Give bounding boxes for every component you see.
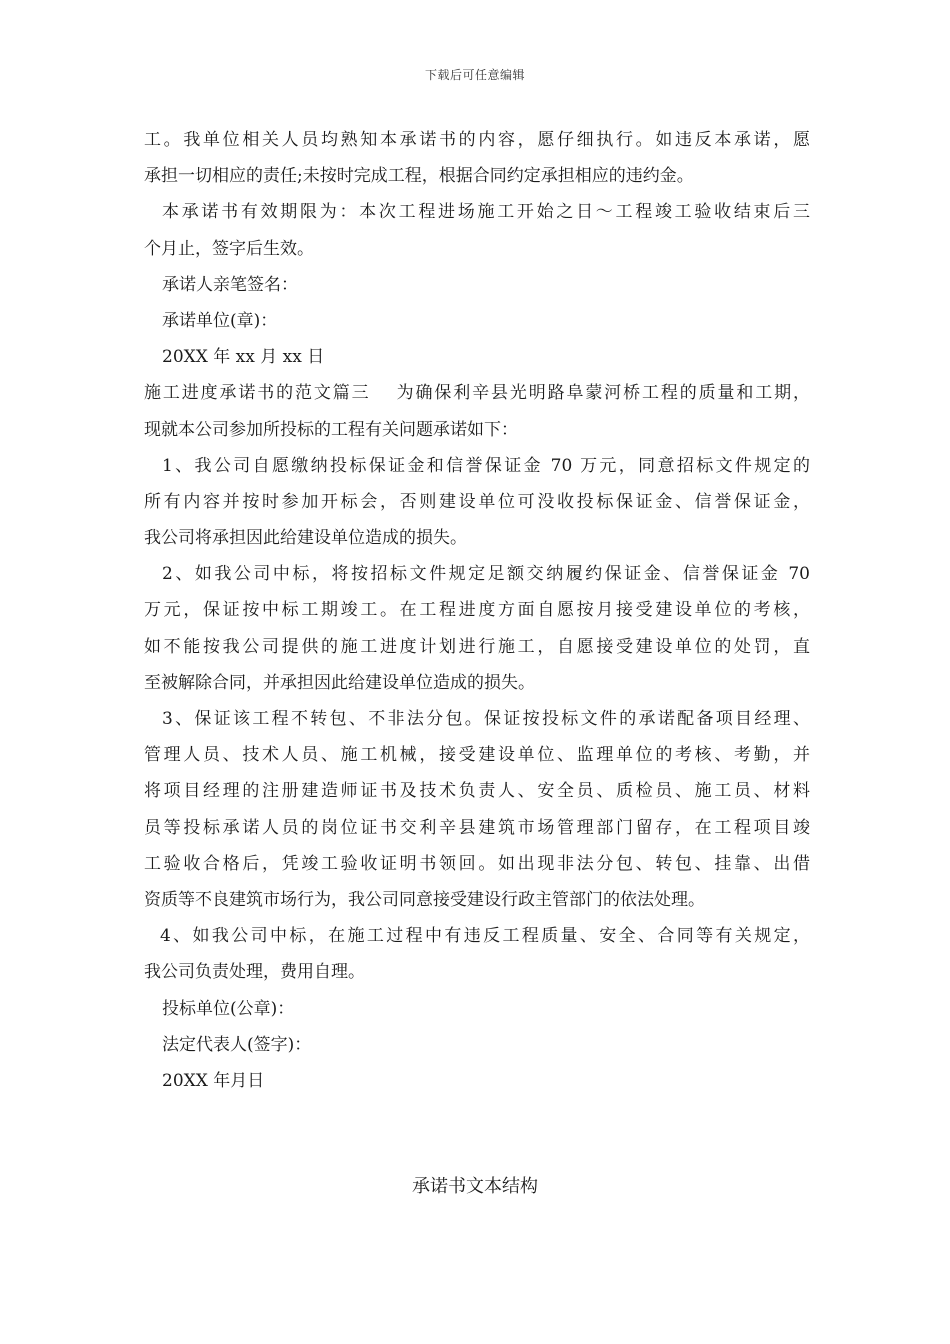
clause-4-line: 我公司负责处理，费用自理。	[144, 962, 365, 983]
clause-4-line: 4、如我公司中标，在施工过程中有违反工程质量、安全、合同等有关规定，	[160, 926, 810, 947]
clause-1-line: 1、我公司自愿缴纳投标保证金和信誉保证金 70 万元，同意招标文件规定的	[162, 455, 810, 476]
clause-3-line: 资质等不良建筑市场行为，我公司同意接受建设行政主管部门的依法处理。	[144, 889, 705, 910]
body-line: 工。我单位相关人员均熟知本承诺书的内容，愿仔细执行。如违反本承诺，愿	[144, 130, 810, 150]
body-line: 个月止，签字后生效。	[144, 238, 314, 259]
bidder-seal-label: 投标单位(公章)：	[162, 998, 295, 1019]
date-line: 20XX 年 xx 月 xx 日	[162, 347, 325, 368]
clause-2-line: 万元，保证按中标工期竣工。在工程进度方面自愿按月接受建设单位的考核，	[144, 600, 810, 621]
clause-3-line: 3、保证该工程不转包、不非法分包。保证按投标文件的承诺配备项目经理、	[162, 709, 810, 729]
document-body	[144, 122, 810, 1099]
date-line: 20XX 年月日	[162, 1070, 265, 1091]
clause-3-line: 管理人员、技术人员、施工机械，接受建设单位、监理单位的考核、考勤，并	[144, 745, 810, 766]
body-line: 现就本公司参加所投标的工程有关问题承诺如下：	[144, 419, 518, 440]
clause-3-line: 工验收合格后，凭竣工验收证明书领回。如出现非法分包、转包、挂靠、出借	[144, 853, 810, 874]
seal-label: 承诺单位(章)：	[162, 310, 278, 331]
clause-2-line: 2、如我公司中标，将按招标文件规定足额交纳履约保证金、信誉保证金 70	[162, 564, 810, 585]
page-header-note: 下载后可任意编辑	[424, 68, 525, 82]
clause-1-line: 我公司将承担因此给建设单位造成的损失。	[144, 528, 467, 549]
clause-2-line: 如不能按我公司提供的施工进度计划进行施工，自愿接受建设单位的处罚，直	[144, 636, 810, 657]
legal-rep-label: 法定代表人(签字)：	[162, 1034, 312, 1055]
signature-label: 承诺人亲笔签名：	[162, 274, 298, 295]
body-line: 本承诺书有效期限为：本次工程进场施工开始之日～工程竣工验收结束后三	[162, 202, 810, 223]
body-line: 承担一切相应的责任;未按时完成工程，根据合同约定承担相应的违约金。	[144, 166, 694, 187]
section-title: 承诺书文本结构	[412, 1176, 538, 1197]
section-heading-line: 施工进度承诺书的范文篇三 为确保利辛县光明路阜蒙河桥工程的质量和工期，	[144, 383, 810, 404]
clause-3-line: 将项目经理的注册建造师证书及技术负责人、安全员、质检员、施工员、材料	[144, 781, 810, 802]
clause-3-line: 员等投标承诺人员的岗位证书交利辛县建筑市场管理部门留存，在工程项目竣	[144, 817, 810, 838]
clause-1-line: 所有内容并按时参加开标会，否则建设单位可没收投标保证金、信誉保证金，	[144, 491, 810, 512]
clause-2-line: 至被解除合同，并承担因此给建设单位造成的损失。	[144, 672, 535, 693]
